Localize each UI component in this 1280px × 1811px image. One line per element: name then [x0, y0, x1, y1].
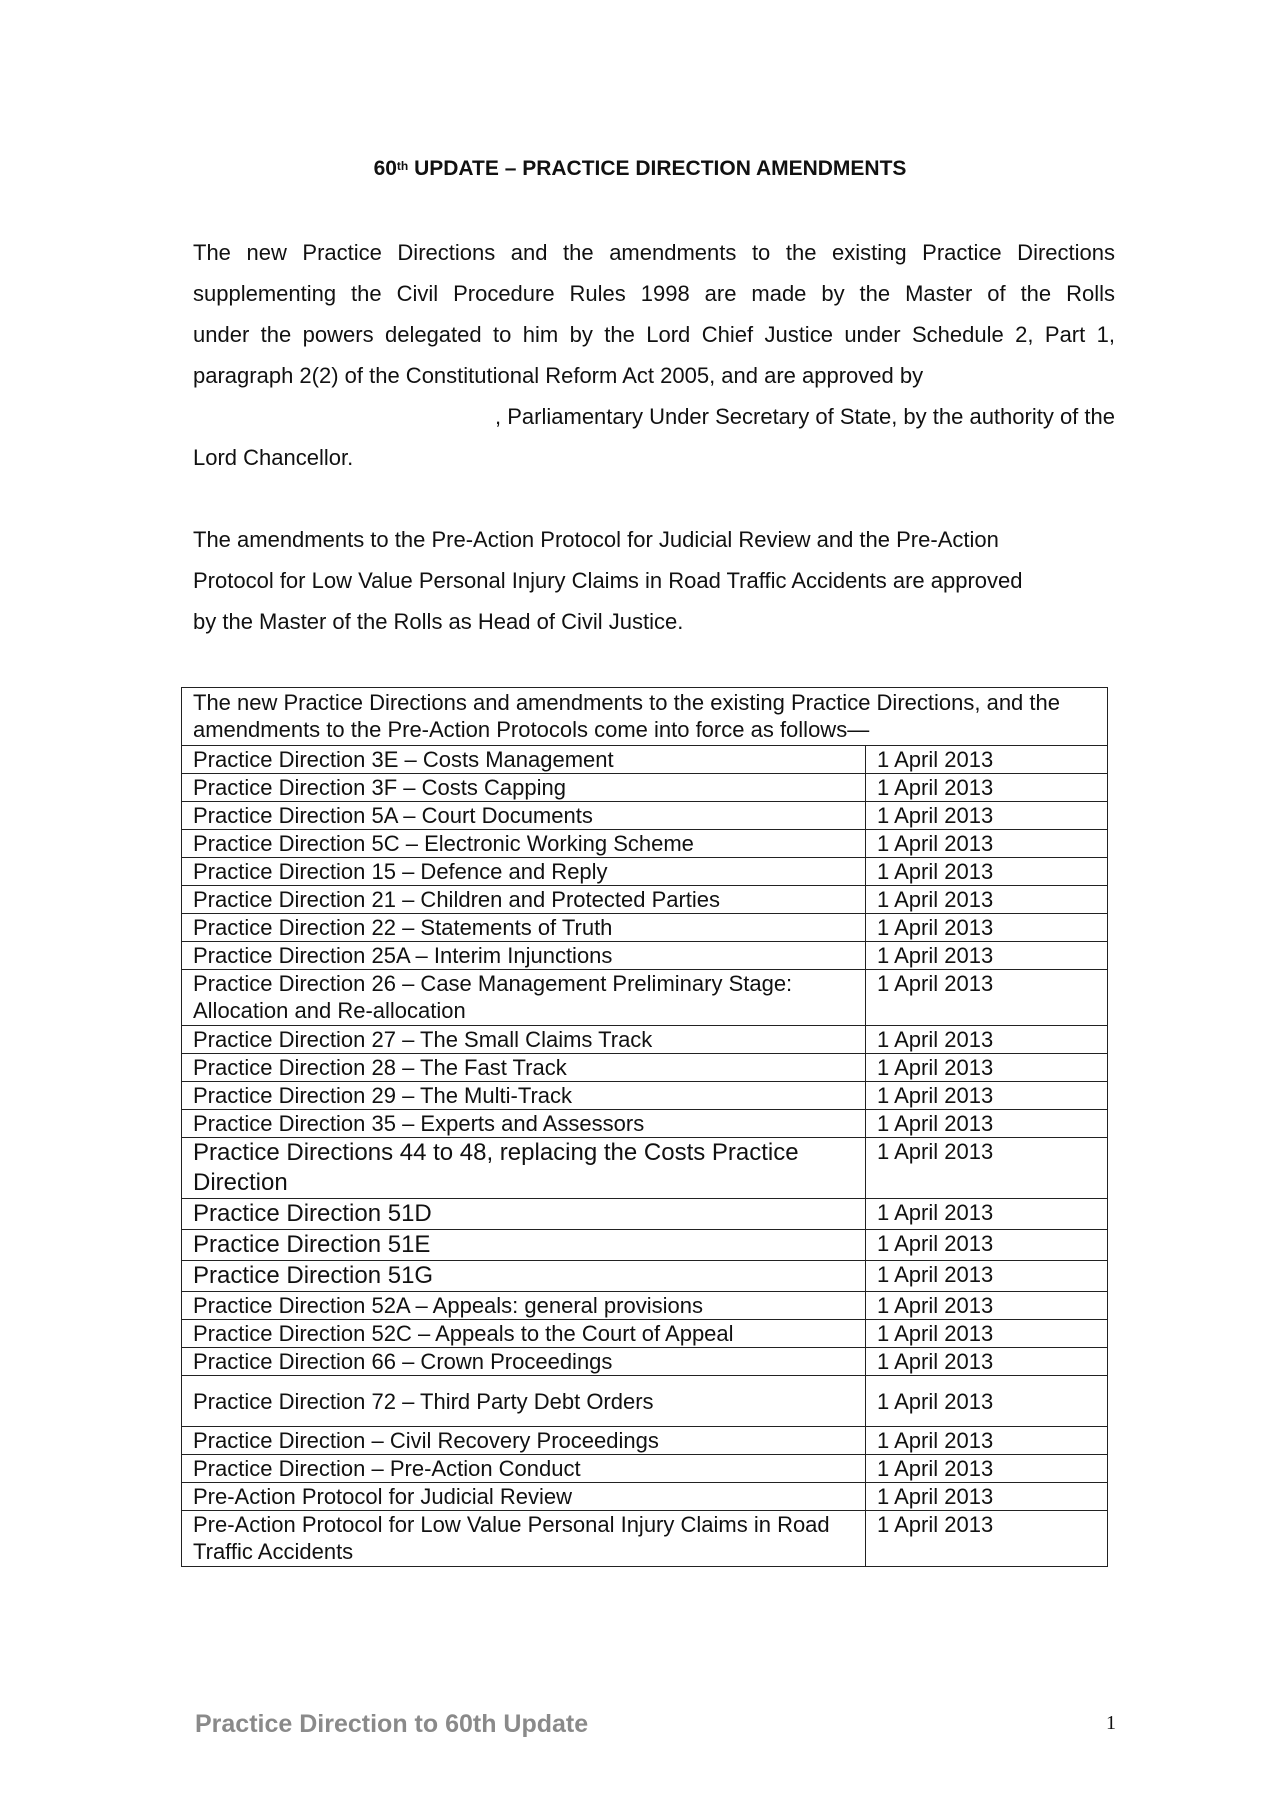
direction-name: Practice Direction 21 – Children and Protected Parties [182, 886, 866, 914]
in-force-date: 1 April 2013 [866, 858, 1108, 886]
table-row [182, 1138, 1108, 1199]
direction-name: Practice Direction 51D [182, 1199, 866, 1230]
in-force-date: 1 April 2013 [866, 914, 1108, 942]
intro-line: supplementing the Civil Procedure Rules 1998 are made by the Master of the Rolls [193, 281, 1115, 306]
direction-name: Practice Direction 25A – Interim Injunctions [182, 942, 866, 970]
in-force-date: 1 April 2013 [866, 746, 1108, 774]
table-row [182, 1348, 1108, 1376]
intro-line: The new Practice Directions and the amendments to the existing Practice Directions [193, 240, 1115, 265]
page-number: 1 [1106, 1712, 1116, 1734]
protocol-line: The amendments to the Pre-Action Protocol for Judicial Review and the Pre-Action [193, 527, 999, 552]
table-row [182, 858, 1108, 886]
intro-line: , Parliamentary Under Secretary of State, by the authority of the [495, 404, 1115, 429]
in-force-date: 1 April 2013 [866, 1427, 1108, 1455]
direction-name: Pre-Action Protocol for Judicial Review [182, 1483, 866, 1511]
intro-line: Lord Chancellor. [193, 445, 354, 470]
in-force-date: 1 April 2013 [866, 802, 1108, 830]
direction-name: Practice Direction 5C – Electronic Working Scheme [182, 830, 866, 858]
table-row [182, 970, 1108, 1026]
direction-name: Practice Direction 27 – The Small Claims Track [182, 1026, 866, 1054]
in-force-date: 1 April 2013 [866, 1082, 1108, 1110]
direction-name: Practice Direction 51G [182, 1261, 866, 1292]
table-row [182, 1082, 1108, 1110]
in-force-date: 1 April 2013 [866, 1320, 1108, 1348]
direction-name: Practice Direction 22 – Statements of Truth [182, 914, 866, 942]
in-force-date: 1 April 2013 [866, 1348, 1108, 1376]
protocol-paragraph [193, 519, 1115, 642]
direction-name: Practice Direction 51E [182, 1230, 866, 1261]
direction-name: Practice Direction 52A – Appeals: general provisions [182, 1292, 866, 1320]
table-row [182, 774, 1108, 802]
in-force-date: 1 April 2013 [866, 774, 1108, 802]
table-row [182, 942, 1108, 970]
direction-name: Practice Directions 44 to 48, replacing the Costs Practice Direction [182, 1138, 866, 1199]
in-force-date: 1 April 2013 [866, 1376, 1108, 1427]
table-intro-row [182, 688, 1108, 746]
table-row [182, 802, 1108, 830]
in-force-date: 1 April 2013 [866, 1292, 1108, 1320]
footer-title: Practice Direction to 60th Update [195, 1710, 589, 1738]
table-row [182, 1261, 1108, 1292]
in-force-date: 1 April 2013 [866, 1483, 1108, 1511]
protocol-line: by the Master of the Rolls as Head of Civil Justice. [193, 609, 684, 634]
direction-name: Practice Direction 72 – Third Party Debt Orders [182, 1376, 866, 1427]
intro-line: under the powers delegated to him by the Lord Chief Justice under Schedule 2, Part 1, [193, 322, 1115, 347]
direction-name: Practice Direction 3E – Costs Management [182, 746, 866, 774]
in-force-date: 1 April 2013 [866, 1110, 1108, 1138]
direction-name: Practice Direction – Civil Recovery Proceedings [182, 1427, 866, 1455]
title-number: 60 [373, 157, 397, 180]
table-row [182, 1376, 1108, 1427]
table-row [182, 830, 1108, 858]
title-text: UPDATE – PRACTICE DIRECTION AMENDMENTS [408, 157, 907, 180]
in-force-date: 1 April 2013 [866, 970, 1108, 1026]
intro-line: paragraph 2(2) of the Constitutional Reform Act 2005, and are approved by [193, 363, 924, 388]
table-row [182, 1292, 1108, 1320]
in-force-date: 1 April 2013 [866, 886, 1108, 914]
table-row [182, 1455, 1108, 1483]
table-row [182, 746, 1108, 774]
table-row [182, 1026, 1108, 1054]
intro-paragraph [193, 232, 1115, 478]
direction-name: Practice Direction 5A – Court Documents [182, 802, 866, 830]
table-row [182, 886, 1108, 914]
direction-name: Practice Direction 35 – Experts and Assessors [182, 1110, 866, 1138]
direction-name: Practice Direction 26 – Case Management Preliminary Stage: Allocation and Re-allocation [182, 970, 866, 1026]
direction-name: Practice Direction 66 – Crown Proceedings [182, 1348, 866, 1376]
protocol-line: Protocol for Low Value Personal Injury Claims in Road Traffic Accidents are approved [193, 568, 1023, 593]
in-force-date: 1 April 2013 [866, 1261, 1108, 1292]
direction-name: Practice Direction 52C – Appeals to the Court of Appeal [182, 1320, 866, 1348]
table-row [182, 1483, 1108, 1511]
in-force-date: 1 April 2013 [866, 1230, 1108, 1261]
direction-name: Practice Direction – Pre-Action Conduct [182, 1455, 866, 1483]
in-force-date: 1 April 2013 [866, 1511, 1108, 1567]
in-force-date: 1 April 2013 [866, 1455, 1108, 1483]
table-intro: The new Practice Directions and amendments to the existing Practice Directions, and the amendments to the Pre-Action Protocols come into force as follows— [182, 688, 1108, 746]
table-row [182, 914, 1108, 942]
in-force-date: 1 April 2013 [866, 942, 1108, 970]
direction-name: Practice Direction 28 – The Fast Track [182, 1054, 866, 1082]
table-row [182, 1427, 1108, 1455]
in-force-date: 1 April 2013 [866, 1054, 1108, 1082]
direction-name: Practice Direction 15 – Defence and Reply [182, 858, 866, 886]
table-row [182, 1230, 1108, 1261]
table-row [182, 1054, 1108, 1082]
in-force-date: 1 April 2013 [866, 830, 1108, 858]
table-row [182, 1511, 1108, 1567]
title-ordinal-suffix: th [396, 159, 409, 173]
direction-name: Practice Direction 3F – Costs Capping [182, 774, 866, 802]
direction-name: Pre-Action Protocol for Low Value Personal Injury Claims in Road Traffic Accidents [182, 1511, 866, 1567]
in-force-date: 1 April 2013 [866, 1138, 1108, 1199]
in-force-date: 1 April 2013 [866, 1199, 1108, 1230]
table-row [182, 1320, 1108, 1348]
page-title [0, 156, 1280, 182]
direction-name: Practice Direction 29 – The Multi-Track [182, 1082, 866, 1110]
table-row [182, 1199, 1108, 1230]
in-force-date: 1 April 2013 [866, 1026, 1108, 1054]
commencement-table [181, 687, 1108, 1567]
table-row [182, 1110, 1108, 1138]
